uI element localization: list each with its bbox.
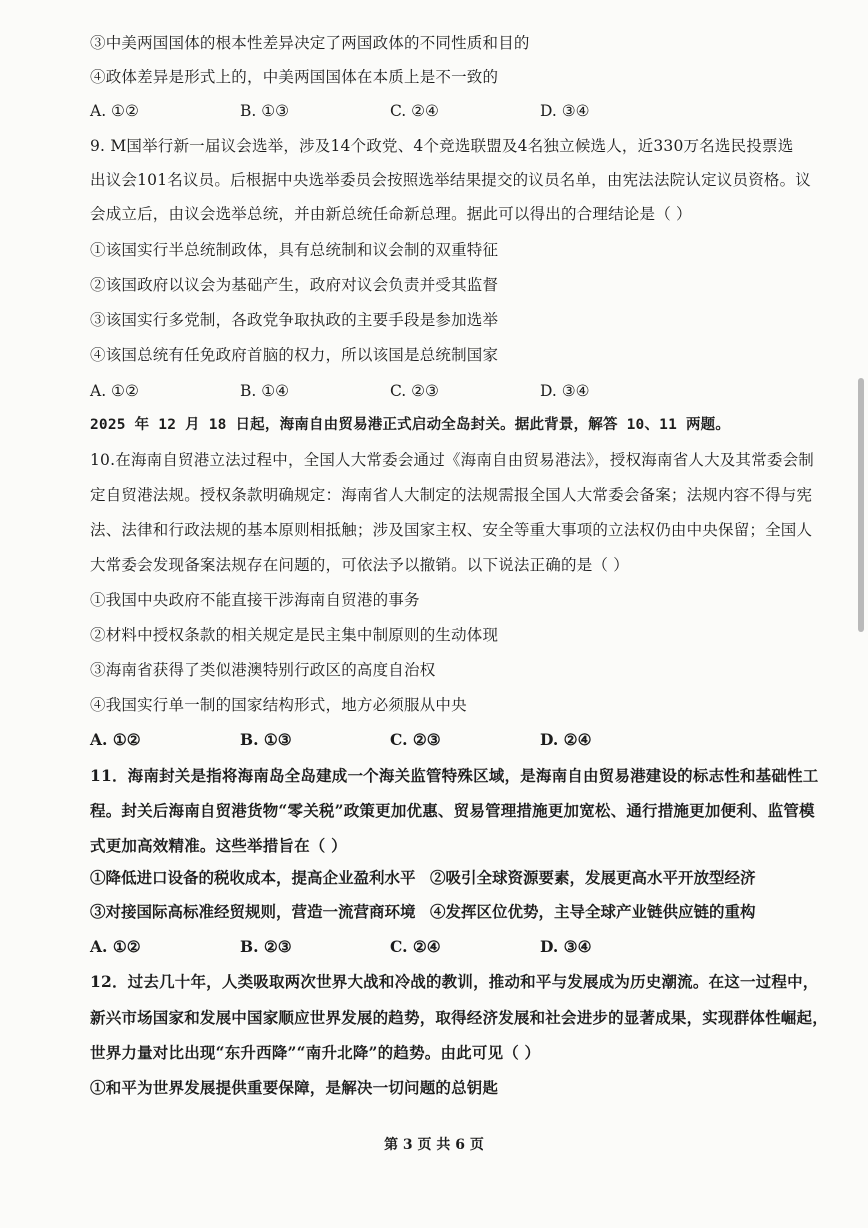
- q9-statement-1: ①该国实行半总统制政体，具有总统制和议会制的双重特征: [90, 241, 499, 259]
- option-c: C. ②③: [390, 730, 441, 749]
- q11-statements-row-1: [90, 867, 790, 889]
- q11-stem-line-1: 11．海南封关是指将海南岛全岛建成一个海关监管特殊区域，是海南自由贸易港建设的标志性和基础性工: [90, 766, 819, 785]
- option-b: B. ②③: [240, 937, 292, 956]
- q10-statement-2: ②材料中授权条款的相关规定是民主集中制原则的生动体现: [90, 626, 499, 644]
- q10-statement-4: ④我国实行单一制的国家结构形式，地方必须服从中央: [90, 696, 467, 714]
- q11-options: [90, 936, 790, 958]
- q12-stem-line-3: 世界力量对比出现“东升西降”“南升北降”的趋势。由此可见（ ）: [90, 1043, 541, 1062]
- option-b: B. ①④: [240, 382, 290, 400]
- option-b: B. ①③: [240, 730, 292, 749]
- option-c: C. ②④: [390, 102, 439, 120]
- q10-stem-line-2: 定自贸港法规。授权条款明确规定：海南省人大制定的法规需报全国人大常委会备案；法规内容不得与宪: [90, 486, 813, 504]
- q8-options: [90, 100, 790, 122]
- q10-statement-1: ①我国中央政府不能直接干涉海南自贸港的事务: [90, 591, 420, 609]
- option-a: A. ①②: [90, 102, 139, 120]
- q10-options: [90, 729, 790, 751]
- q11-statement-3: ③对接国际高标准经贸规则，营造一流营商环境: [90, 902, 416, 921]
- option-d: D. ②④: [540, 730, 592, 749]
- q9-stem-line-1: 9. M国举行新一届议会选举，涉及14个政党、4个竞选联盟及4名独立候选人，近330万名选民投票选: [90, 137, 794, 155]
- q12-statement-1: ①和平为世界发展提供重要保障，是解决一切问题的总钥匙: [90, 1078, 499, 1097]
- background-intro: 2025 年 12 月 18 日起，海南自由贸易港正式启动全岛封关。据此背景，解答 10、11 两题。: [90, 417, 731, 433]
- statement-3: ③中美两国国体的根本性差异决定了两国政体的不同性质和目的: [90, 34, 530, 52]
- option-a: A. ①②: [90, 382, 139, 400]
- q11-stem-line-2: 程。封关后海南自贸港货物“零关税”政策更加优惠、贸易管理措施更加宽松、通行措施更加便利、监管模: [90, 801, 815, 820]
- scrollbar[interactable]: [858, 378, 864, 632]
- q11-statements-row-2: [90, 901, 790, 923]
- q10-stem-line-1: 10.在海南自贸港立法过程中，全国人大常委会通过《海南自由贸易港法》，授权海南省人大及其常委会制: [90, 451, 815, 469]
- q12-stem-line-1: 12．过去几十年，人类吸取两次世界大战和冷战的教训，推动和平与发展成为历史潮流。在这一过程中，: [90, 972, 819, 991]
- option-c: C. ②④: [390, 937, 441, 956]
- option-d: D. ③④: [540, 937, 592, 956]
- q9-stem-line-2: 出议会101名议员。后根据中央选举委员会按照选举结果提交的议员名单，由宪法法院认定议员资格。议: [90, 171, 811, 189]
- q9-statement-4: ④该国总统有任免政府首脑的权力，所以该国是总统制国家: [90, 346, 499, 364]
- q10-statement-3: ③海南省获得了类似港澳特别行政区的高度自治权: [90, 661, 436, 679]
- q9-statement-3: ③该国实行多党制，各政党争取执政的主要手段是参加选举: [90, 311, 499, 329]
- option-c: C. ②③: [390, 382, 439, 400]
- q11-statement-2: ②吸引全球资源要素，发展更高水平开放型经济: [430, 868, 756, 887]
- option-d: D. ③④: [540, 102, 590, 120]
- q10-stem-line-4: 大常委会发现备案法规存在问题的，可依法予以撤销。以下说法正确的是（ ）: [90, 556, 629, 574]
- q11-statement-4: ④发挥区位优势，主导全球产业链供应链的重构: [430, 902, 756, 921]
- q11-statement-1: ①降低进口设备的税收成本，提高企业盈利水平: [90, 868, 416, 887]
- q9-options: [90, 380, 790, 402]
- q10-stem-line-3: 法、法律和行政法规的基本原则相抵触；涉及国家主权、安全等重大事项的立法权仍由中央保留；全国人: [90, 521, 813, 539]
- q11-stem-line-3: 式更加高效精准。这些举措旨在（ ）: [90, 836, 347, 855]
- page-number: 第 3 页 共 6 页: [384, 1137, 484, 1153]
- option-a: A. ①②: [90, 937, 141, 956]
- q9-stem-line-3: 会成立后，由议会选举总统，并由新总统任命新总理。据此可以得出的合理结论是（ ）: [90, 205, 692, 223]
- q12-stem-line-2: 新兴市场国家和发展中国家顺应世界发展的趋势，取得经济发展和社会进步的显著成果，实现群体性崛起，: [90, 1008, 828, 1027]
- statement-4: ④政体差异是形式上的，中美两国国体在本质上是不一致的: [90, 68, 499, 86]
- option-b: B. ①③: [240, 102, 290, 120]
- option-a: A. ①②: [90, 730, 141, 749]
- q9-statement-2: ②该国政府以议会为基础产生，政府对议会负责并受其监督: [90, 276, 499, 294]
- option-d: D. ③④: [540, 382, 590, 400]
